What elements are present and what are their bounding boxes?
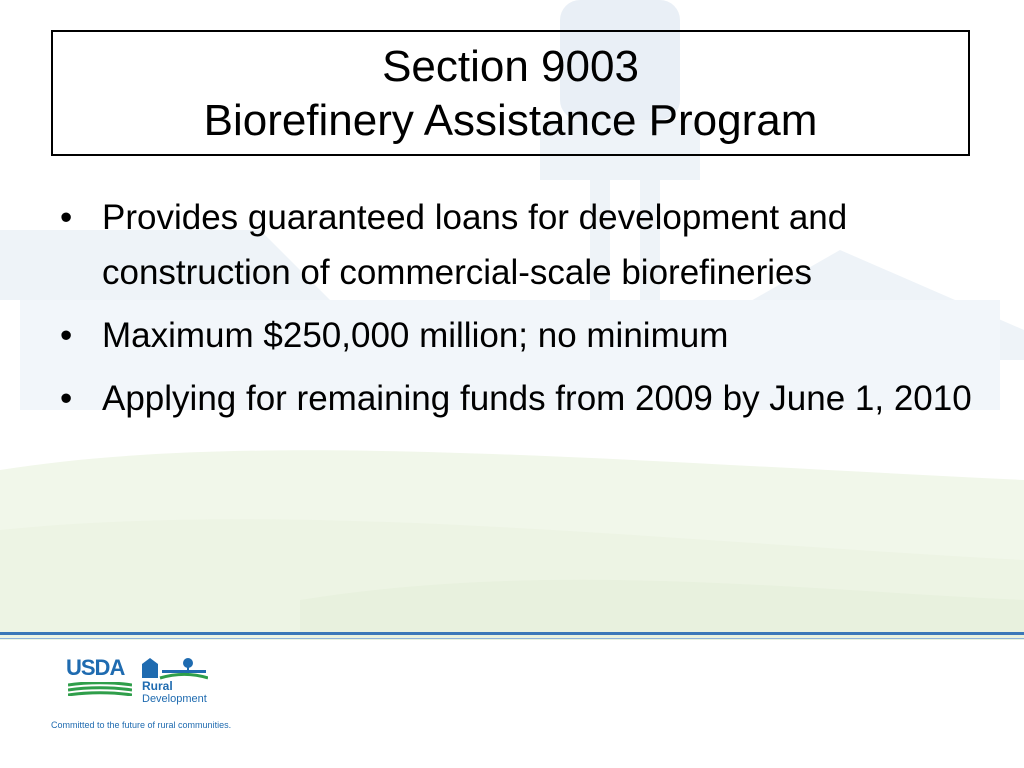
footer-divider-thin: [0, 638, 1024, 639]
rural-development-emblem-icon: [142, 658, 208, 680]
bullet-text: Applying for remaining funds from 2009 by June 1, 2010: [102, 379, 972, 418]
bullet-text: Provides guaranteed loans for development and construction of commercial-scale biorefineries: [102, 198, 848, 292]
footer-divider: [0, 632, 1024, 635]
bullet-item: [60, 371, 980, 426]
bullet-marker: •: [60, 316, 73, 355]
usda-logo-text: USDA: [66, 655, 125, 680]
bullet-item: [60, 308, 980, 363]
rural-label: Rural: [142, 679, 173, 693]
development-label: Development: [142, 693, 207, 705]
bullet-marker: •: [60, 379, 73, 418]
bullet-marker: •: [60, 198, 73, 237]
usda-field-stripes-icon: [68, 682, 132, 696]
usda-rural-development-logo: [66, 656, 216, 712]
title-box: [51, 30, 970, 156]
bullet-item: [60, 190, 980, 300]
slide-title-line-1: Section 9003: [382, 42, 639, 91]
bullet-list: [60, 190, 980, 434]
footer-tagline: Committed to the future of rural communities.: [51, 720, 232, 730]
slide-title-line-2: Biorefinery Assistance Program: [203, 96, 818, 145]
bullet-text: Maximum $250,000 million; no minimum: [102, 316, 729, 355]
